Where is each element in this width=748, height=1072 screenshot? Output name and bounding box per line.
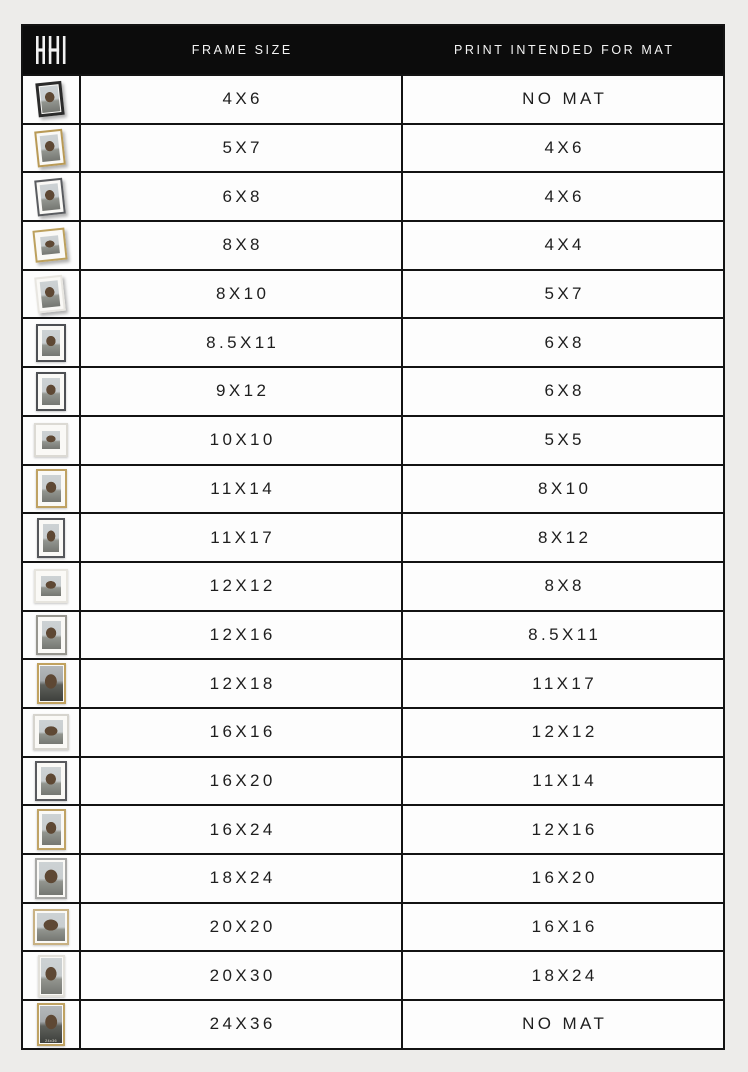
- frame-product-thumbnail: [36, 469, 67, 508]
- mat-size-value: 8X10: [401, 464, 723, 513]
- frame-thumbnail-cell: [23, 902, 79, 951]
- frame-size-chart: [21, 24, 725, 1050]
- frame-product-thumbnail: [35, 761, 67, 801]
- picture-frame-graphic: [37, 663, 66, 704]
- frame-product-thumbnail: [32, 228, 67, 263]
- picture-frame-graphic: [35, 761, 67, 801]
- frame-thumbnail-cell: [23, 756, 79, 805]
- mat-size-value: 4X6: [401, 171, 723, 220]
- bison-photo-graphic: [40, 86, 61, 114]
- frame-product-thumbnail: [37, 663, 66, 704]
- mat-size-value: 4X6: [401, 123, 723, 172]
- bison-photo-graphic: [40, 666, 63, 701]
- bison-photo-graphic: [40, 134, 61, 162]
- bison-photo-graphic: [42, 621, 61, 649]
- frame-product-thumbnail: [33, 909, 69, 945]
- picture-frame-graphic: [34, 129, 66, 168]
- column-header-print-intended-for-mat-label: PRINT INTENDED FOR MAT: [453, 43, 675, 57]
- mat-size-value: 18X24: [401, 950, 723, 999]
- thumbnail-caption: 24x36: [45, 1039, 57, 1043]
- frame-thumbnail-cell: [23, 804, 79, 853]
- mat-size-value: 11X17: [401, 658, 723, 707]
- mat-size-value: 12X12: [401, 707, 723, 756]
- bison-photo-graphic: [42, 431, 60, 449]
- frame-thumbnail-cell: [23, 707, 79, 756]
- frame-product-thumbnail: [36, 324, 66, 362]
- bison-photo-graphic: [41, 958, 62, 994]
- frame-thumbnail-cell: [23, 658, 79, 707]
- frame-size-value: 12X16: [79, 610, 401, 659]
- column-header-frame-size-label: FRAME SIZE: [191, 43, 293, 57]
- bison-photo-graphic: [40, 280, 61, 308]
- mat-size-value: 11X14: [401, 756, 723, 805]
- picture-frame-graphic: [35, 81, 64, 118]
- frame-thumbnail-cell: [23, 317, 79, 366]
- picture-frame-graphic: [33, 714, 69, 750]
- frame-thumbnail-cell: [23, 220, 79, 269]
- mat-size-value: 8X8: [401, 561, 723, 610]
- picture-frame-graphic: [37, 1003, 65, 1046]
- picture-frame-graphic: [36, 372, 66, 411]
- bison-photo-graphic: [42, 378, 60, 405]
- frame-size-value: 11X17: [79, 512, 401, 561]
- mat-size-value: 12X16: [401, 804, 723, 853]
- frame-thumbnail-cell: [23, 610, 79, 659]
- frame-thumbnail-cell: [23, 512, 79, 561]
- bison-photo-graphic: [40, 236, 60, 256]
- picture-frame-graphic: [34, 569, 68, 603]
- frame-thumbnail-cell: [23, 464, 79, 513]
- mat-size-value: 6X8: [401, 317, 723, 366]
- frame-size-value: 8X10: [79, 269, 401, 318]
- frame-size-value: 20X30: [79, 950, 401, 999]
- bison-photo-graphic: [42, 814, 61, 845]
- bison-photo-graphic: [39, 862, 63, 895]
- bison-photo-graphic: [40, 1006, 62, 1043]
- mat-size-value: NO MAT: [401, 999, 723, 1048]
- frame-size-value: 24X36: [79, 999, 401, 1048]
- column-header-frame-size: [79, 26, 401, 74]
- frame-thumbnail-cell: [23, 269, 79, 318]
- frame-size-value: 16X16: [79, 707, 401, 756]
- frame-size-value: 8.5X11: [79, 317, 401, 366]
- mat-size-value: 16X20: [401, 853, 723, 902]
- frame-size-value: 9X12: [79, 366, 401, 415]
- frame-product-thumbnail: [36, 372, 66, 411]
- frame-thumbnail-cell: [23, 366, 79, 415]
- mat-size-value: 5X7: [401, 269, 723, 318]
- bison-photo-graphic: [42, 475, 61, 502]
- picture-frame-graphic: [35, 858, 67, 899]
- bison-photo-graphic: [37, 913, 65, 941]
- frame-thumbnail-cell: [23, 999, 79, 1048]
- frame-thumbnail-cell: [23, 123, 79, 172]
- bison-photo-graphic: [41, 576, 61, 596]
- frame-product-thumbnail: [35, 858, 67, 899]
- frame-size-value: 5X7: [79, 123, 401, 172]
- mat-size-value: 16X16: [401, 902, 723, 951]
- bison-photo-graphic: [41, 767, 61, 795]
- picture-frame-graphic: [34, 275, 66, 314]
- frame-thumbnail-cell: [23, 171, 79, 220]
- frame-product-thumbnail: [34, 177, 66, 216]
- bison-photo-graphic: [42, 330, 60, 356]
- frame-product-thumbnail: [37, 809, 66, 850]
- frame-size-value: 4X6: [79, 74, 401, 123]
- frame-size-value: 8X8: [79, 220, 401, 269]
- frame-size-value: 11X14: [79, 464, 401, 513]
- frame-product-thumbnail: [34, 275, 66, 314]
- mat-size-value: NO MAT: [401, 74, 723, 123]
- frame-thumbnail-cell: [23, 853, 79, 902]
- frame-size-value: 18X24: [79, 853, 401, 902]
- bison-photo-graphic: [43, 524, 59, 552]
- mat-size-value: 5X5: [401, 415, 723, 464]
- frame-size-value: 6X8: [79, 171, 401, 220]
- frame-size-value: 12X12: [79, 561, 401, 610]
- frame-thumbnail-cell: [23, 415, 79, 464]
- picture-frame-graphic: [34, 423, 68, 457]
- frame-thumbnail-cell: [23, 561, 79, 610]
- brand-logo-cell: [23, 26, 79, 74]
- frame-product-thumbnail: [37, 518, 65, 558]
- frame-product-thumbnail: [35, 81, 64, 118]
- frame-product-thumbnail: [38, 955, 65, 997]
- frame-product-thumbnail: [34, 423, 68, 457]
- picture-frame-graphic: [36, 324, 66, 362]
- picture-frame-graphic: [32, 228, 67, 263]
- picture-frame-graphic: [38, 955, 65, 997]
- mat-size-value: 6X8: [401, 366, 723, 415]
- picture-frame-graphic: [36, 469, 67, 508]
- frame-size-value: 10X10: [79, 415, 401, 464]
- frame-size-value: 12X18: [79, 658, 401, 707]
- bison-photo-graphic: [39, 720, 63, 744]
- frame-product-thumbnail: [33, 714, 69, 750]
- bison-photo-graphic: [40, 183, 61, 211]
- frame-product-thumbnail: [37, 1003, 65, 1046]
- frame-product-thumbnail: [34, 129, 66, 168]
- mat-size-value: 4X4: [401, 220, 723, 269]
- frame-thumbnail-cell: [23, 950, 79, 999]
- mat-size-value: 8.5X11: [401, 610, 723, 659]
- frame-size-value: 16X20: [79, 756, 401, 805]
- mat-size-value: 8X12: [401, 512, 723, 561]
- frame-thumbnail-cell: [23, 74, 79, 123]
- picture-frame-graphic: [34, 177, 66, 216]
- picture-frame-graphic: [36, 615, 67, 655]
- picture-frame-graphic: [37, 518, 65, 558]
- column-header-print-intended-for-mat: [401, 26, 723, 74]
- frame-size-value: 20X20: [79, 902, 401, 951]
- brand-logo-icon: [36, 36, 66, 64]
- frame-product-thumbnail: [34, 569, 68, 603]
- picture-frame-graphic: [33, 909, 69, 945]
- frame-size-value: 16X24: [79, 804, 401, 853]
- picture-frame-graphic: [37, 809, 66, 850]
- frame-product-thumbnail: [36, 615, 67, 655]
